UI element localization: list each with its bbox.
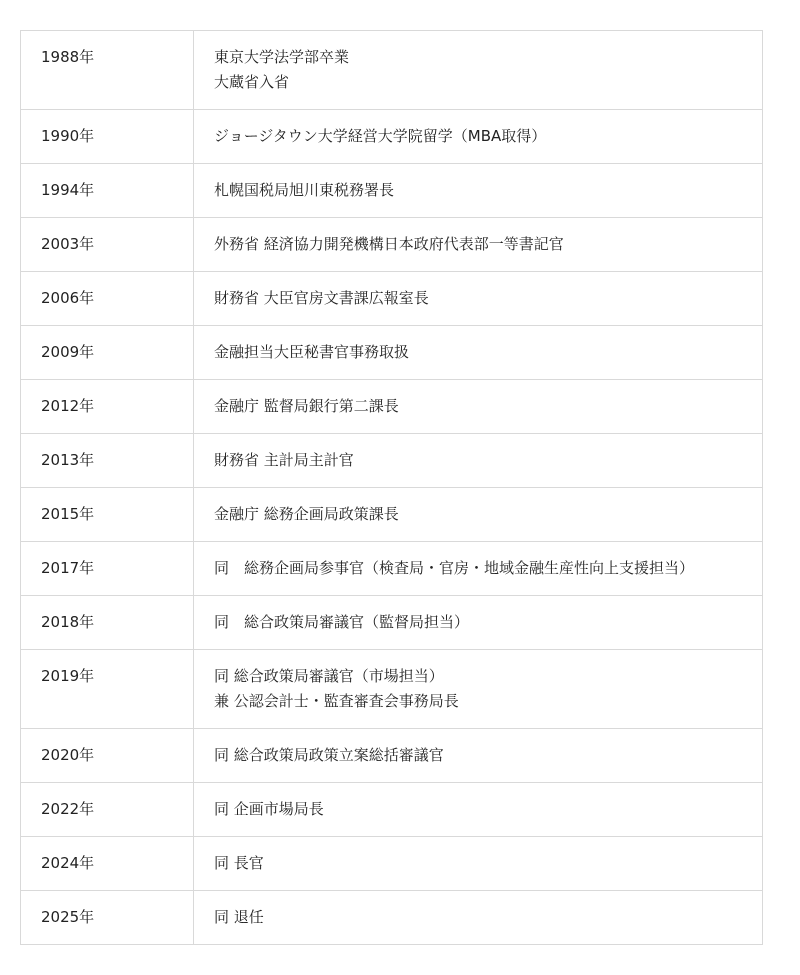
description-line: 同 企画市場局長 — [214, 800, 324, 818]
description-line: 金融庁 総務企画局政策課長 — [214, 505, 399, 523]
year-cell: 1994年 — [21, 164, 194, 218]
year-cell: 2019年 — [21, 650, 194, 729]
description-cell — [194, 110, 763, 164]
description-line: 財務省 大臣官房文書課広報室長 — [214, 289, 429, 307]
table-row — [21, 434, 763, 488]
description-line: 兼 公認会計士・監査審査会事務局長 — [214, 692, 459, 710]
table-row — [21, 729, 763, 783]
table-row — [21, 650, 763, 729]
year-cell: 2022年 — [21, 783, 194, 837]
description-cell — [194, 783, 763, 837]
year-cell: 2013年 — [21, 434, 194, 488]
career-table-body — [21, 31, 763, 945]
table-row — [21, 164, 763, 218]
description-cell — [194, 218, 763, 272]
table-row — [21, 542, 763, 596]
year-cell: 2015年 — [21, 488, 194, 542]
description-line: 金融担当大臣秘書官事務取扱 — [214, 343, 410, 361]
table-row — [21, 488, 763, 542]
description-cell — [194, 596, 763, 650]
description-cell — [194, 434, 763, 488]
description-cell — [194, 488, 763, 542]
year-cell: 2003年 — [21, 218, 194, 272]
table-row — [21, 837, 763, 891]
year-cell: 2024年 — [21, 837, 194, 891]
year-cell: 2025年 — [21, 891, 194, 945]
description-line: 東京大学法学部卒業 — [214, 48, 350, 66]
table-row — [21, 596, 763, 650]
description-line: 同 総務企画局参事官（検査局・官房・地域金融生産性向上支援担当） — [214, 559, 695, 577]
description-cell — [194, 380, 763, 434]
table-row — [21, 380, 763, 434]
table-row — [21, 31, 763, 110]
description-cell — [194, 729, 763, 783]
year-cell: 2009年 — [21, 326, 194, 380]
year-cell: 2018年 — [21, 596, 194, 650]
description-line: 同 総合政策局政策立案総括審議官 — [214, 746, 444, 764]
description-line: ジョージタウン大学経営大学院留学（MBA取得） — [214, 127, 547, 145]
career-table — [20, 30, 763, 945]
description-cell — [194, 272, 763, 326]
description-line: 同 総合政策局審議官（市場担当） — [214, 667, 444, 685]
description-line: 大蔵省入省 — [214, 73, 290, 91]
description-cell — [194, 164, 763, 218]
description-cell — [194, 542, 763, 596]
table-row — [21, 891, 763, 945]
description-cell — [194, 891, 763, 945]
description-line: 金融庁 監督局銀行第二課長 — [214, 397, 399, 415]
description-line: 同 退任 — [214, 908, 264, 926]
year-cell: 2012年 — [21, 380, 194, 434]
table-row — [21, 110, 763, 164]
year-cell: 2020年 — [21, 729, 194, 783]
year-cell: 1988年 — [21, 31, 194, 110]
description-line: 財務省 主計局主計官 — [214, 451, 354, 469]
table-row — [21, 326, 763, 380]
table-row — [21, 272, 763, 326]
description-cell — [194, 326, 763, 380]
description-line: 同 総合政策局審議官（監督局担当） — [214, 613, 470, 631]
description-line: 外務省 経済協力開発機構日本政府代表部一等書記官 — [214, 235, 564, 253]
year-cell: 2006年 — [21, 272, 194, 326]
description-cell — [194, 650, 763, 729]
table-row — [21, 218, 763, 272]
description-cell — [194, 31, 763, 110]
year-cell: 2017年 — [21, 542, 194, 596]
description-line: 同 長官 — [214, 854, 264, 872]
description-cell — [194, 837, 763, 891]
year-cell: 1990年 — [21, 110, 194, 164]
description-line: 札幌国税局旭川東税務署長 — [214, 181, 395, 199]
table-row — [21, 783, 763, 837]
